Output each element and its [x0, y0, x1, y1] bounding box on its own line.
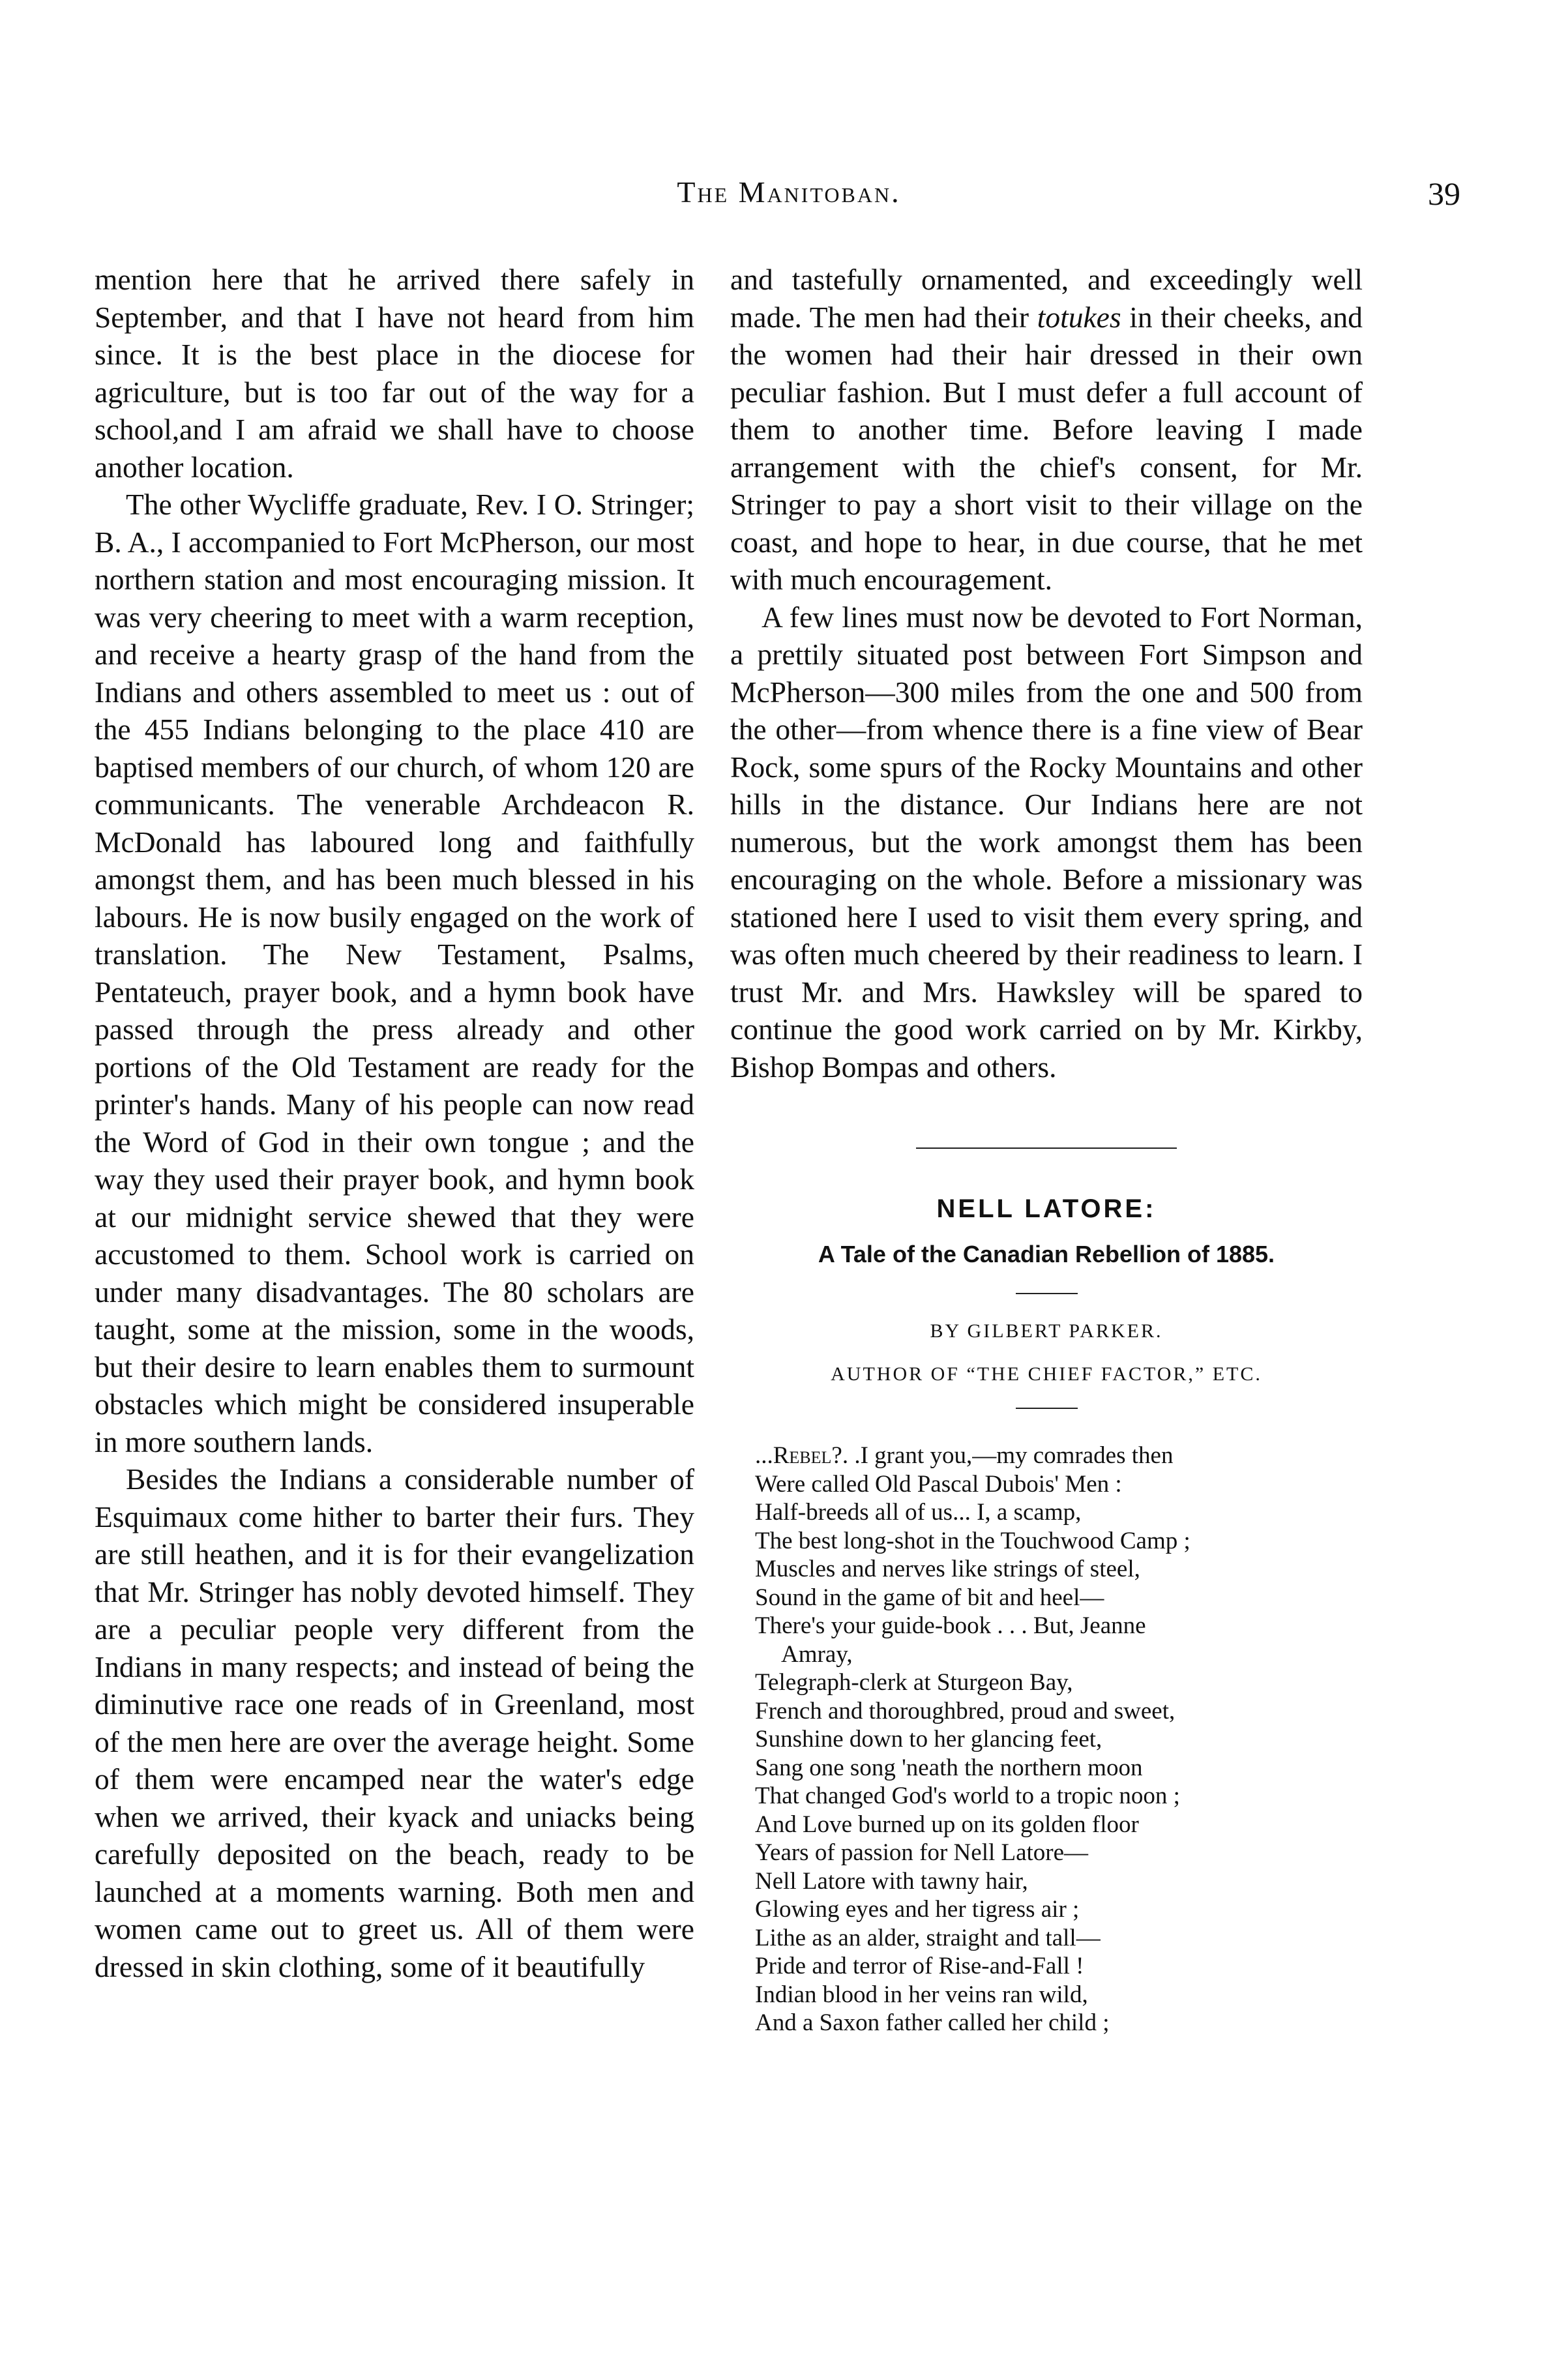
poem-author-note: AUTHOR OF “THE CHIEF FACTOR,” ETC. [831, 1363, 1262, 1385]
poem-line: Were called Old Pascal Dubois' Men : [755, 1470, 1122, 1498]
poem-line [755, 1442, 1363, 1470]
poem-line-continuation: Amray, [781, 1640, 853, 1668]
smallcaps-word: Rebel [773, 1442, 832, 1469]
poem-line: Glowing eyes and her tigress air ; [755, 1896, 1080, 1923]
poem-line: French and thoroughbred, proud and sweet, [755, 1697, 1176, 1724]
paragraph-esquimaux: Besides the Indians a considerable number of Esquimaux come hither to barter their furs. They are still heathen, and it is for their evangelization that Mr. Stringer has nobly devoted himself. They are a peculiar people very different from the Indians in many respects; and instead of being the diminutive race one reads of in Greenland, most of the men here are over the average height. Some of them were encamped near the water's edge when we arrived, their kyack and uniacks being carefully deposited on the beach, ready to be launched at a moments warning. Both men and women came out to greet us. All of them were dressed in skin clothing, some of it beautifully [95, 1462, 694, 1983]
poem-line: Pride and terror of Rise-and-Fall ! [755, 1953, 1084, 1979]
running-title: The Manitoban. [677, 175, 901, 209]
ellipsis: ... [755, 1442, 773, 1469]
page-header [91, 175, 1460, 227]
page-number: 39 [1428, 175, 1460, 212]
paragraph-fort-mcpherson: The other Wycliffe graduate, Rev. I O. Stringer; B. A., I accompanied to Fort McPherson, our most northern station and most encouraging mission. It was very cheering to meet with a warm reception, and receive a hearty grasp of the hand from the Indians and others assembled to meet us : out of the 455 Indians belonging to the place 410 are baptised members of our church, of whom 120 are communicants. The venerable Archdeacon R. McDonald has laboured long and faithfully amongst them, and has been much blessed in his labours. He is now busily engaged on the work of translation. The New Testament, Psalms, Pentateuch, prayer book, and a hymn book have passed through the press already and other portions of the Old Testament are ready for the printer's hands. Many of his people can now read the Word of God in their own tongue ; and the way they used their prayer book, and hymn book at our midnight service shewed that they were accustomed to them. School work is carried on under many disadvantages. The 80 scholars are taught, some at the mission, some in the woods, but their desire to learn enables them to surmount obstacles which might be considered insuperable in more southern lands. [95, 488, 694, 1458]
poem-line: Muscles and nerves like strings of steel, [755, 1556, 1140, 1582]
poem-subtitle: A Tale of the Canadian Rebellion of 1885. [818, 1241, 1275, 1267]
para-text-a: and tastefully ornamented, and exceedingly well made. The men had their [730, 263, 1363, 334]
left-column [95, 261, 694, 1985]
poem-byline: BY GILBERT PARKER. [930, 1320, 1163, 1342]
right-prose [730, 261, 1363, 1086]
para-text-b: in their cheeks, and the women had their hair dressed in their own peculiar fashion. But I must defer a full account of them to another time. Before leaving I made arrangement with the chief's consent, for Mr. Stringer to pay a short visit to their village on the coast, and hope to hear, in due course, that he met with much encouragement. [730, 300, 1363, 596]
poem-line: The best long-shot in the Touchwood Camp ; [755, 1527, 1191, 1554]
byline-divider [1016, 1408, 1078, 1409]
paragraph-continuation: mention here that he arrived there safely in September, and that I have not heard from him since. It is the best place in the diocese for agriculture, but is too far out of the way for a school,and I am afraid we shall have to choose another location. [95, 263, 694, 484]
right-column [730, 261, 1363, 2037]
poem-line: And a Saxon father called her child ; [755, 2009, 1110, 2036]
poem-line: Sunshine down to her glancing feet, [755, 1726, 1102, 1753]
poem-line: Half-breeds all of us... I, a scamp, [755, 1499, 1082, 1526]
poem-line: And Love burned up on its golden floor [755, 1811, 1139, 1838]
section-divider [916, 1147, 1177, 1149]
paragraph-esquimaux-continued [730, 261, 1363, 599]
poem-line: There's your guide-book . . . But, Jeanne [755, 1612, 1146, 1639]
poem-line: Sang one song 'neath the northern moon [755, 1754, 1143, 1781]
poem-line: That changed God's world to a tropic noon ; [755, 1783, 1180, 1809]
first-line-rest: ?. .I grant you,—my comrades then [831, 1442, 1174, 1469]
poem-title: NELL LATORE: [936, 1194, 1157, 1223]
poem-line: Nell Latore with tawny hair, [755, 1867, 1028, 1895]
poem-body [730, 1442, 1363, 2037]
poem-line: Lithe as an alder, straight and tall— [755, 1924, 1101, 1951]
poem-line: Indian blood in her veins ran wild, [755, 1981, 1088, 2008]
poem-line: Years of passion for Nell Latore— [755, 1839, 1089, 1866]
poem-line: Sound in the game of bit and heel— [755, 1584, 1104, 1611]
paragraph-fort-norman: A few lines must now be devoted to Fort Norman, a prettily situated post between Fort Simpson and McPherson—300 miles from the one and 500 from the other—from whence there is a fine view of Bear Rock, some spurs of the Rocky Mountains and other hills in the distance. Our Indians here are not numerous, but the work amongst them has been encouraging on the whole. Before a missionary was stationed here I used to visit them every spring, and was often much cheered by their readiness to learn. I trust Mr. and Mrs. Hawksley will be spared to continue the good work carried on by Mr. Kirkby, Bishop Bompas and others. [730, 600, 1363, 1084]
title-divider [1016, 1293, 1078, 1294]
poem-line: Telegraph-clerk at Sturgeon Bay, [755, 1669, 1073, 1696]
italic-term: totukes [1037, 300, 1121, 334]
